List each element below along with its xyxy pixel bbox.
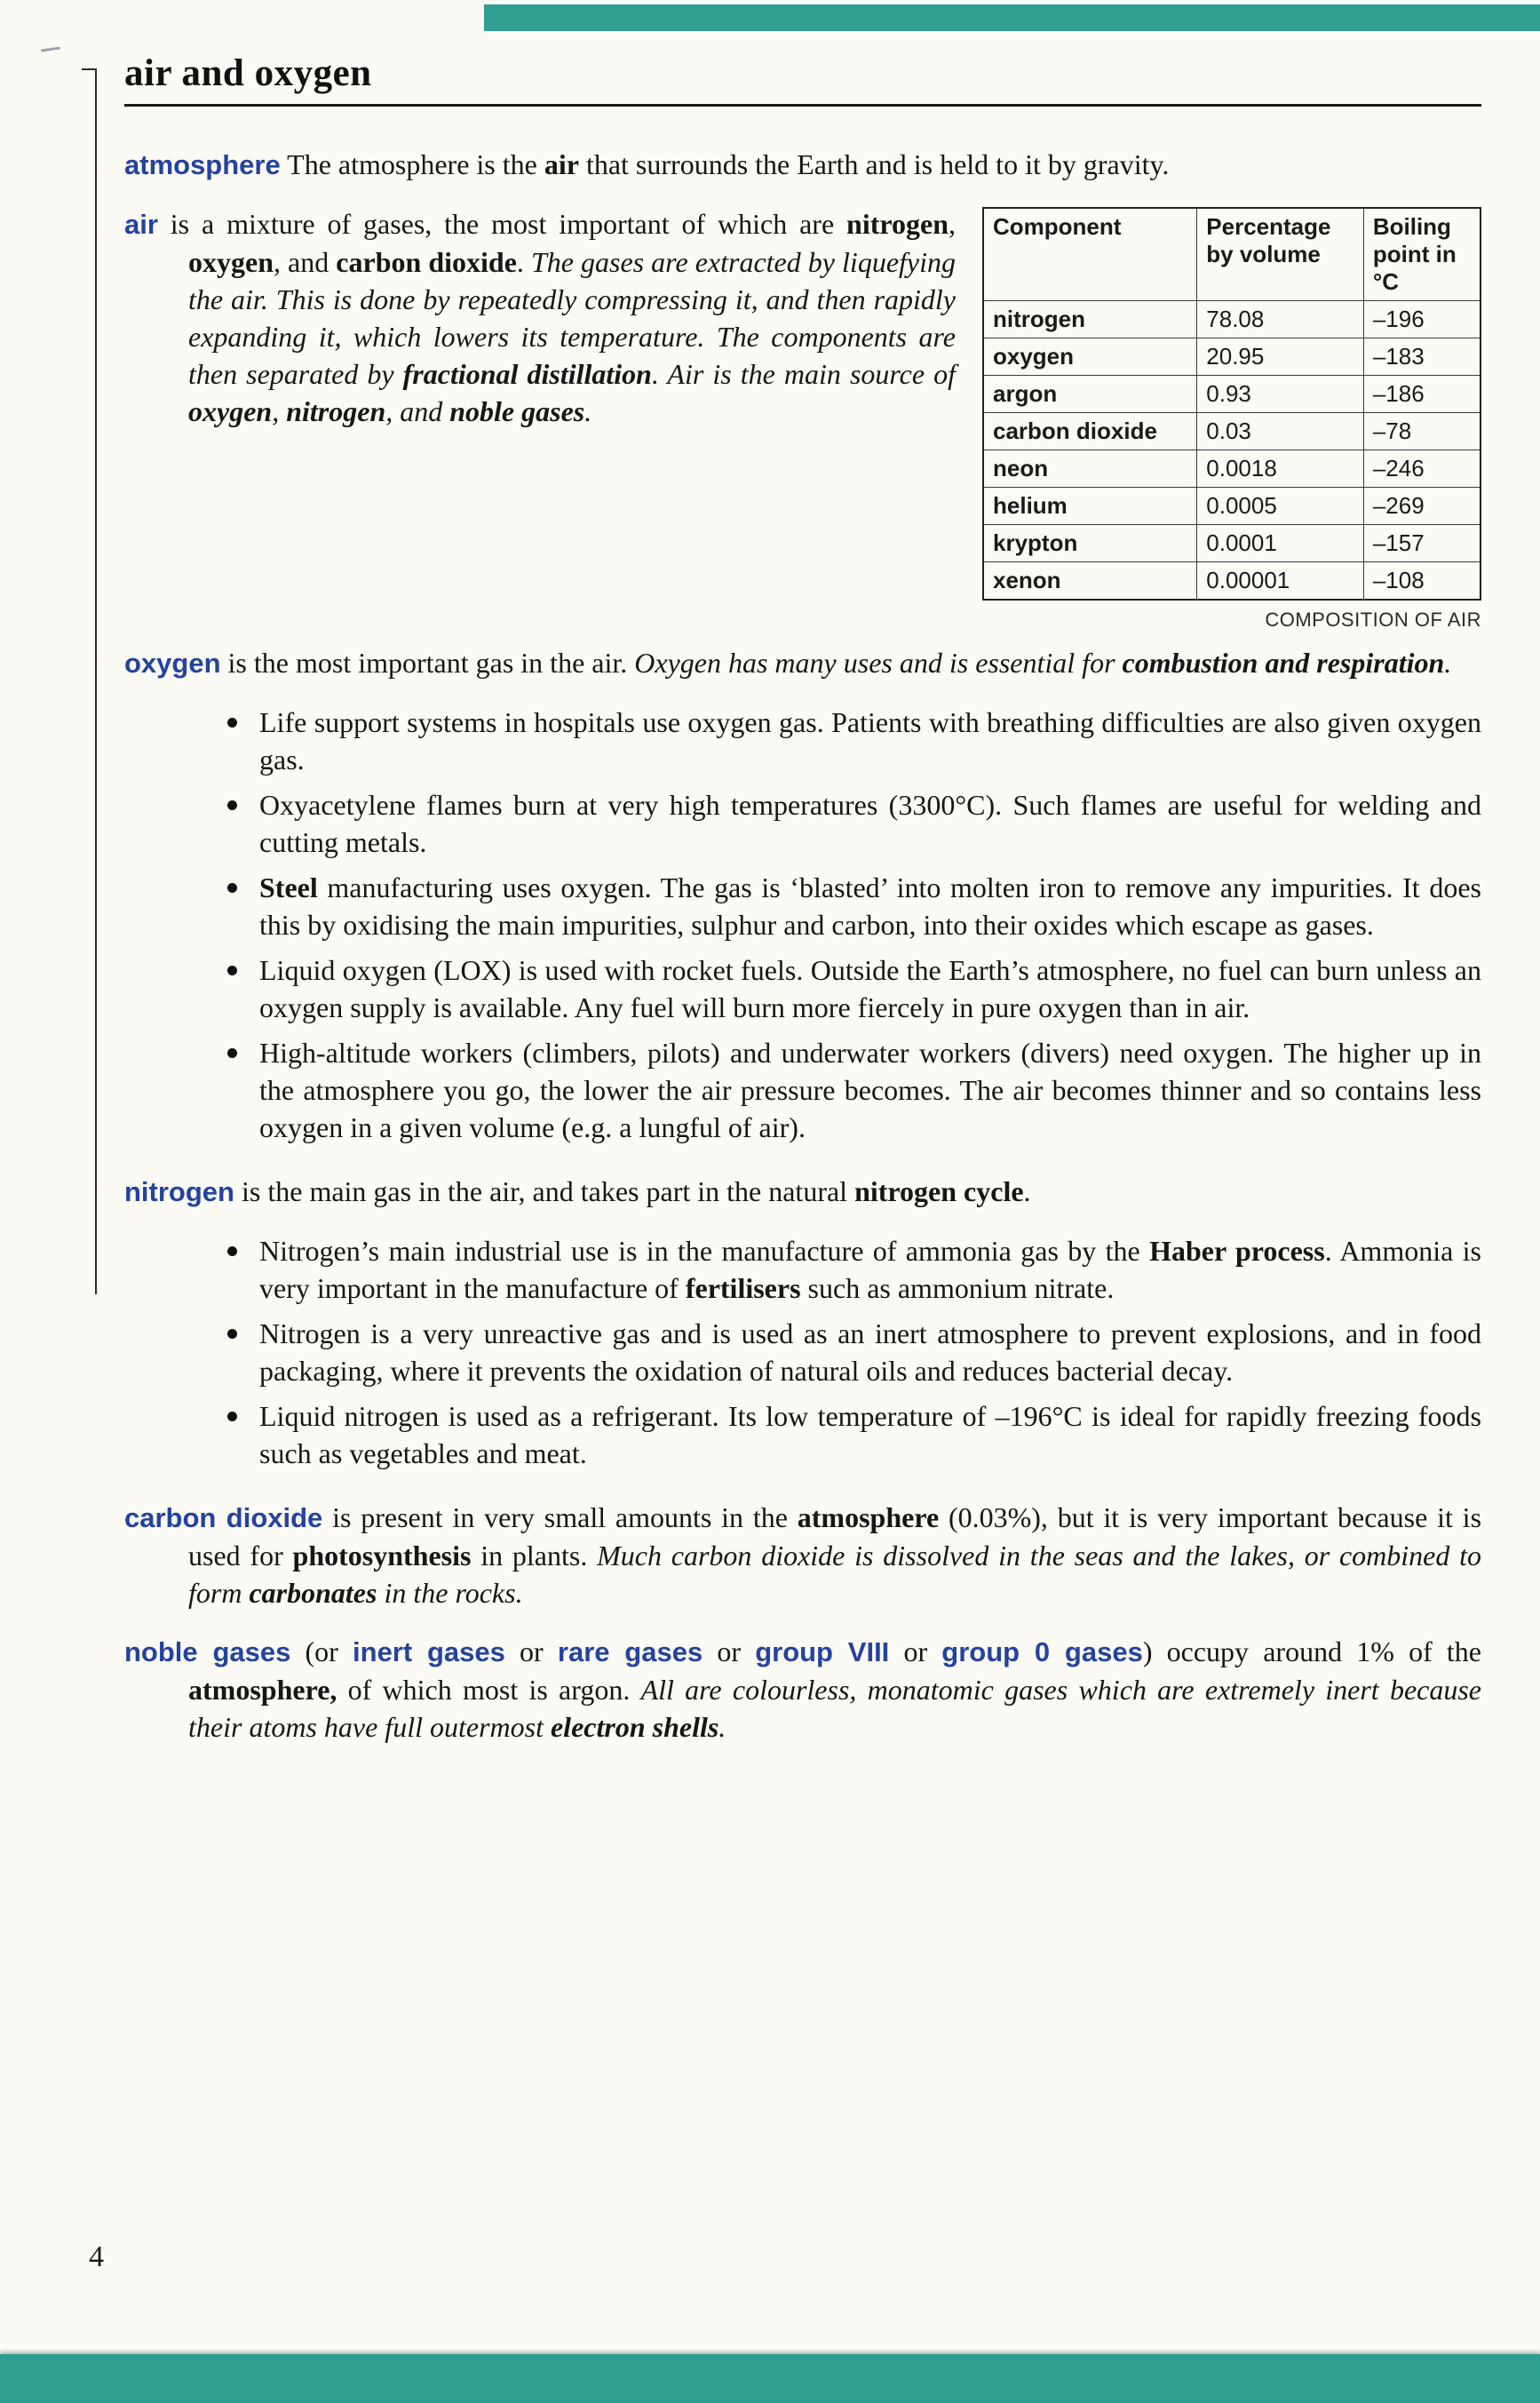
text-run: ,: [949, 208, 956, 240]
air-composition-table: [982, 207, 1481, 601]
entry-atmosphere: [124, 146, 1481, 184]
text-run: noble gases: [449, 395, 585, 427]
text-run: . Air is the main source of: [651, 358, 956, 390]
headword-nitrogen: nitrogen: [124, 1176, 234, 1207]
text-run: fertilisers: [685, 1272, 801, 1304]
bullet-item: [259, 1397, 1481, 1472]
text-run: Oxygen has many uses and is essential for: [634, 647, 1123, 679]
text-run: Nitrogen’s main industrial use is in the manufacture of ammonia gas by the: [259, 1235, 1150, 1267]
margin-rule: [95, 68, 97, 1294]
text-run: The gases are extracted by liquefying the air. This is done by repeatedly compressing it, and then rapidly expanding it, which lowers its temperature. The components are then separated by: [188, 246, 956, 390]
percentage-cell: 20.95: [1197, 338, 1364, 376]
bullet-item: [259, 869, 1481, 943]
scan-mark: [41, 46, 60, 52]
table-header-0: Component: [983, 208, 1197, 301]
boiling-point-cell: –196: [1363, 301, 1480, 338]
table-row: [983, 450, 1480, 488]
bullet-item: [259, 1034, 1481, 1146]
book-cover-edge-top: [484, 4, 1540, 31]
text-run: group VIII: [755, 1636, 890, 1667]
text-run: The atmosphere is the: [280, 148, 544, 180]
boiling-point-cell: –108: [1363, 562, 1480, 601]
entry-noble-gases: [124, 1633, 1481, 1746]
text-run: Haber process: [1149, 1235, 1325, 1267]
text-run: oxygen: [188, 395, 273, 427]
text-run: nitrogen: [286, 395, 386, 427]
bullet-item: [259, 1232, 1481, 1307]
component-cell: helium: [983, 488, 1197, 525]
text-run: fractional distillation: [402, 358, 652, 390]
page-content: [124, 52, 1481, 1767]
text-run: air: [544, 148, 579, 180]
text-run: is a mixture of gases, the most important of which are: [157, 208, 847, 240]
percentage-cell: 0.93: [1197, 376, 1364, 413]
text-run: .: [718, 1711, 726, 1743]
bullet-list-nitrogen: [124, 1232, 1481, 1472]
table-header-1: Percentage by volume: [1197, 208, 1364, 301]
text-run: (or: [290, 1635, 353, 1667]
text-run: .: [1023, 1175, 1031, 1207]
text-run: electron shells: [550, 1711, 719, 1743]
table-row: [983, 338, 1480, 376]
boiling-point-cell: –78: [1363, 413, 1480, 450]
boiling-point-cell: –246: [1363, 450, 1480, 488]
text-run: High-altitude workers (climbers, pilots) and underwater workers (divers) need oxygen. The higher up in the atmosphere you go, the lower the air pressure becomes. The air becomes thinner and so contains less oxygen in a given volume (e.g. a lungful of air).: [259, 1037, 1481, 1143]
title-rule: [124, 104, 1481, 107]
text-run: is present in very small amounts in the: [322, 1501, 798, 1533]
text-run: atmosphere: [797, 1501, 940, 1533]
percentage-cell: 0.0001: [1197, 525, 1364, 562]
entry-group-first: [124, 146, 1481, 184]
text-run: rare gases: [557, 1636, 703, 1667]
text-run: Life support systems in hospitals use oxygen gas. Patients with breathing difficulties are also given oxygen gas.: [259, 706, 1481, 776]
text-run: that surrounds the Earth and is held to it by gravity.: [578, 148, 1170, 180]
air-table-body: [983, 301, 1480, 601]
bullet-item: [259, 1315, 1481, 1389]
component-cell: xenon: [983, 562, 1197, 601]
percentage-cell: 0.00001: [1197, 562, 1364, 601]
text-run: .: [1444, 647, 1452, 679]
table-caption: COMPOSITION OF AIR: [1265, 609, 1481, 631]
text-run: nitrogen: [846, 208, 949, 240]
table-row: [983, 525, 1480, 562]
text-run: carbon dioxide: [336, 246, 517, 278]
boiling-point-cell: –269: [1363, 488, 1480, 525]
text-run: , and: [385, 395, 450, 427]
entry-oxygen: [124, 644, 1481, 682]
table-row: [983, 488, 1480, 525]
text-run: .: [584, 395, 592, 427]
text-run: photosynthesis: [292, 1540, 472, 1571]
text-run: or: [504, 1635, 558, 1667]
entry-carbon-dioxide: [124, 1499, 1481, 1611]
component-cell: oxygen: [983, 338, 1197, 376]
text-run: manufacturing uses oxygen. The gas is ‘blasted’ into molten iron to remove any impurities. It does this by oxidising the main impurities, sulphur and carbon, into their oxides which escape as gases.: [259, 871, 1481, 941]
headword-carbon-dioxide: carbon dioxide: [124, 1502, 323, 1533]
text-run: , and: [274, 246, 337, 278]
table-row: [983, 301, 1480, 338]
text-run: ) occupy around 1% of the: [1142, 1635, 1481, 1667]
table-header-2: Boiling point in °C: [1363, 208, 1480, 301]
headword-air: air: [124, 209, 158, 240]
text-run: All are colourless, monatomic gases which are extremely inert because their atoms have full outermost: [188, 1674, 1482, 1743]
text-run: or: [889, 1635, 942, 1667]
text-run: such as ammonium nitrate.: [800, 1272, 1115, 1304]
text-run: combustion and respiration: [1122, 647, 1445, 679]
text-run: carbonates: [249, 1577, 377, 1609]
text-run: in plants.: [471, 1540, 598, 1571]
text-run: oxygen: [188, 246, 274, 278]
component-cell: argon: [983, 376, 1197, 413]
headword-noble-gases: noble gases: [124, 1636, 291, 1667]
text-run: is the most important gas in the air.: [220, 647, 635, 679]
text-run: (0.03%), but it is very important because it is used for: [188, 1501, 1482, 1571]
composition-table-block: [982, 207, 1481, 632]
bullet-item: [259, 704, 1481, 778]
bullet-item: [259, 951, 1481, 1026]
headword-atmosphere: atmosphere: [124, 149, 281, 180]
bullet-item: [259, 786, 1481, 861]
component-cell: nitrogen: [983, 301, 1197, 338]
percentage-cell: 0.0018: [1197, 450, 1364, 488]
text-run: of which most is argon.: [337, 1674, 641, 1706]
text-run: Liquid nitrogen is used as a refrigerant. Its low temperature of –196°C is ideal for rapidly freezing foods such as vegetables and meat.: [259, 1400, 1481, 1469]
component-cell: krypton: [983, 525, 1197, 562]
text-run: . Ammonia is very important in the manufacture of: [259, 1235, 1482, 1304]
component-cell: neon: [983, 450, 1197, 488]
text-run: ,: [272, 395, 287, 427]
text-run: inert gases: [353, 1636, 505, 1667]
boiling-point-cell: –186: [1363, 376, 1480, 413]
table-row: [983, 413, 1480, 450]
table-row: [983, 562, 1480, 601]
text-run: group 0 gases: [941, 1636, 1143, 1667]
headword-oxygen: oxygen: [124, 648, 221, 679]
book-cover-edge-bottom: [0, 2354, 1540, 2403]
percentage-cell: 78.08: [1197, 301, 1364, 338]
text-run: atmosphere,: [188, 1674, 337, 1706]
page-title: air and oxygen: [124, 52, 372, 94]
boiling-point-cell: –183: [1363, 338, 1480, 376]
component-cell: carbon dioxide: [983, 413, 1197, 450]
page-number: 4: [89, 2240, 104, 2273]
percentage-cell: 0.0005: [1197, 488, 1364, 525]
text-run: nitrogen cycle: [854, 1175, 1024, 1207]
text-run: in the rocks.: [377, 1577, 523, 1609]
text-run: is the main gas in the air, and takes part in the natural: [234, 1175, 855, 1207]
bullet-list-oxygen: [124, 704, 1481, 1146]
text-run: Steel: [259, 871, 318, 903]
text-run: Liquid oxygen (LOX) is used with rocket fuels. Outside the Earth’s atmosphere, no fuel can burn unless an oxygen supply is available. Any fuel will burn more fiercely in pure oxygen than in air.: [259, 954, 1481, 1023]
percentage-cell: 0.03: [1197, 413, 1364, 450]
entry-nitrogen: [124, 1173, 1481, 1211]
table-row: [983, 376, 1480, 413]
text-run: or: [703, 1635, 756, 1667]
text-run: Much carbon dioxide is dissolved in the seas and the lakes, or combined to form: [188, 1540, 1482, 1609]
boiling-point-cell: –157: [1363, 525, 1480, 562]
text-run: Oxyacetylene flames burn at very high temperatures (3300°C). Such flames are useful for welding and cutting metals.: [259, 789, 1481, 858]
air-table-head-row: [983, 208, 1480, 301]
text-run: Nitrogen is a very unreactive gas and is used as an inert atmosphere to prevent explosions, and in food packaging, where it prevents the oxidation of natural oils and reduces bacterial decay.: [259, 1317, 1481, 1387]
text-run: .: [516, 246, 531, 278]
